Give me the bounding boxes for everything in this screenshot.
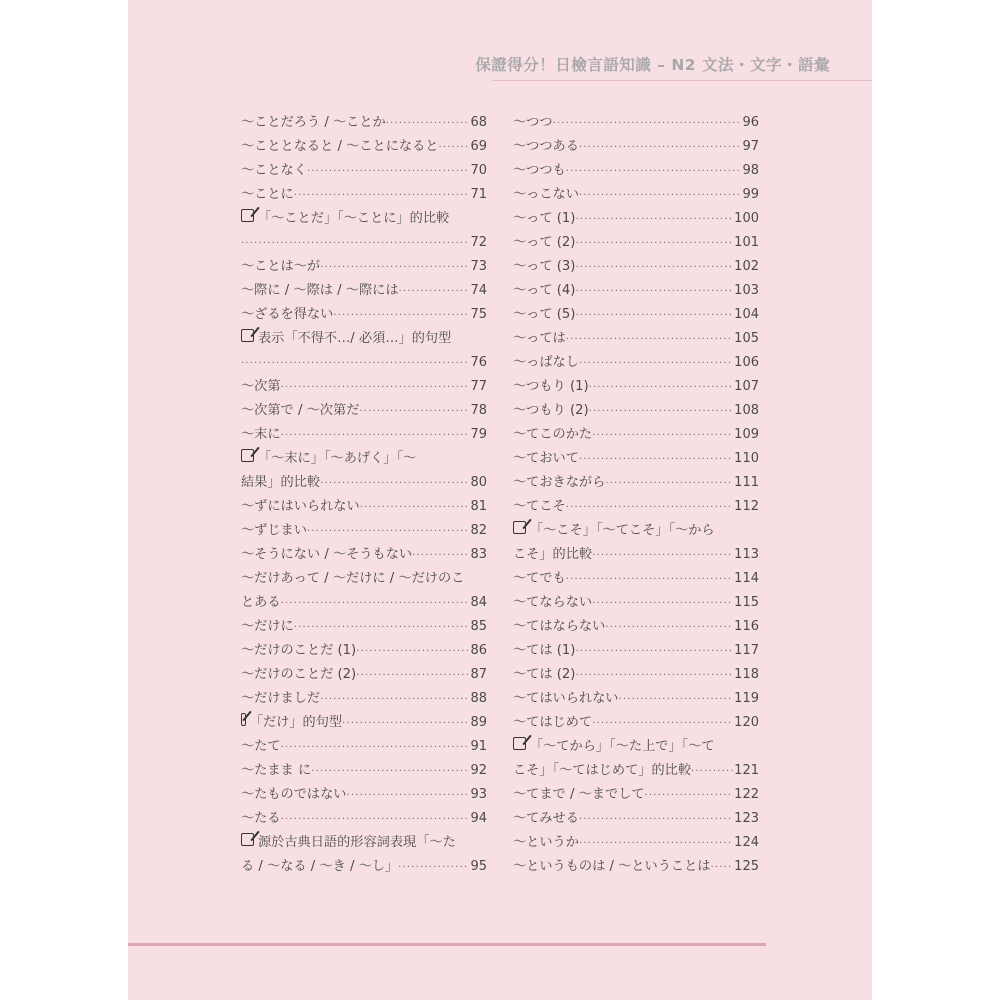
toc-page-number: 122 (734, 787, 759, 802)
toc-page-number: 78 (470, 403, 487, 418)
leader-dots (575, 640, 733, 663)
toc-page-number: 79 (470, 427, 487, 442)
toc-entry (241, 543, 487, 567)
toc-entry (241, 231, 487, 255)
toc-entry-title: ～だけのことだ (1) (241, 643, 357, 658)
leader-dots (710, 856, 733, 879)
toc-entry (241, 327, 487, 351)
toc-entry (513, 495, 759, 519)
header-divider (492, 80, 872, 81)
toc-entry (513, 687, 759, 711)
toc-entry (513, 207, 759, 231)
toc-entry-title: ～って (4) (513, 283, 576, 298)
leader-dots (386, 112, 470, 135)
toc-page-number: 81 (470, 499, 487, 514)
toc-entry (513, 303, 759, 327)
toc-page-number: 92 (470, 763, 487, 778)
toc-entry (513, 855, 759, 879)
toc-entry (241, 183, 487, 207)
toc-entry (513, 615, 759, 639)
toc-entry (241, 639, 487, 663)
toc-page-number: 89 (470, 715, 487, 730)
leader-dots (592, 424, 733, 447)
leader-dots (592, 712, 733, 735)
leader-dots (294, 184, 470, 207)
toc-entry (241, 687, 487, 711)
toc-entry (241, 711, 487, 735)
leader-dots (579, 808, 733, 831)
toc-page-number: 86 (470, 643, 487, 658)
toc-page-number: 83 (470, 547, 487, 562)
toc-page-number: 109 (734, 427, 759, 442)
toc-page-number: 117 (734, 643, 759, 658)
toc-entry-title: ～ては (1) (513, 643, 576, 658)
toc-entry-title: ～っては (513, 331, 566, 346)
note-pencil-icon (241, 329, 254, 342)
leader-dots (566, 328, 733, 351)
toc-entry-title: ～って (2) (513, 235, 576, 250)
leader-dots (645, 784, 734, 807)
toc-entry-title: ～てならない (513, 595, 593, 610)
toc-entry (513, 231, 759, 255)
toc-entry (513, 567, 759, 591)
toc-page-number: 119 (734, 691, 759, 706)
toc-page-number: 106 (734, 355, 759, 370)
toc-entry-title: ～たまま に (241, 763, 312, 778)
toc-entry-title: ～って (3) (513, 259, 576, 274)
toc-entry (513, 519, 759, 543)
leader-dots (579, 832, 733, 855)
leader-dots (281, 808, 470, 831)
toc-entry-title: ～ことに (241, 187, 294, 202)
leader-dots (575, 280, 733, 303)
toc-entry (241, 855, 487, 879)
toc-entry-title: ～って (1) (513, 211, 576, 226)
leader-dots (320, 472, 469, 495)
toc-entry-title: ～っぱなし (513, 355, 579, 370)
toc-entry (513, 399, 759, 423)
leader-dots (566, 496, 733, 519)
toc-entry-title: 「～てから」「～た上で」「～て (530, 739, 715, 754)
toc-entry (513, 663, 759, 687)
note-pencil-icon (241, 449, 254, 462)
note-pencil-icon (513, 521, 526, 534)
leader-dots (320, 256, 469, 279)
toc-entry (241, 471, 487, 495)
toc-entry-title: ～ておいて (513, 451, 579, 466)
leader-dots (281, 424, 470, 447)
leader-dots (438, 136, 469, 159)
toc-entry-title: ～てみせる (513, 811, 579, 826)
toc-column-left (241, 111, 487, 879)
toc-entry-title: ～ては (2) (513, 667, 576, 682)
toc-entry (241, 279, 487, 303)
toc-entry (513, 279, 759, 303)
toc-entry-title: ～ことだろう / ～ことか (241, 115, 386, 130)
leader-dots (579, 448, 733, 471)
toc-entry-title: ～ずじまい (241, 523, 307, 538)
note-pencil-icon (513, 737, 526, 750)
leader-dots (333, 304, 469, 327)
leader-dots (575, 232, 733, 255)
toc-page-number: 95 (470, 859, 487, 874)
toc-page-number: 88 (470, 691, 487, 706)
toc-entry-title: ～つつある (513, 139, 579, 154)
toc-entry (513, 591, 759, 615)
leader-dots (241, 232, 469, 255)
toc-entry (241, 207, 487, 231)
toc-entry (241, 423, 487, 447)
toc-entry (513, 783, 759, 807)
toc-entry-title: 結果」的比較 (241, 475, 321, 490)
toc-page-number: 72 (470, 235, 487, 250)
toc-page-number: 76 (470, 355, 487, 370)
toc-entry (513, 639, 759, 663)
toc-entry (513, 159, 759, 183)
leader-dots (589, 400, 734, 423)
toc-entry (241, 303, 487, 327)
leader-dots (398, 856, 469, 879)
toc-entry (241, 615, 487, 639)
running-header-title: 保證得分！日檢言語知識 – N2 文法・文字・語彙 (475, 56, 830, 74)
toc-entry (513, 111, 759, 135)
leader-dots (592, 544, 733, 567)
leader-dots (356, 640, 469, 663)
note-pencil-icon (241, 209, 254, 222)
toc-entry-title: こそ」的比較 (513, 547, 593, 562)
leader-dots (619, 688, 734, 711)
toc-entry-title: ～末に (241, 427, 281, 442)
leader-dots (294, 616, 470, 639)
toc-entry-title: ～てこのかた (513, 427, 593, 442)
toc-entry-title: ～てはいられない (513, 691, 619, 706)
toc-entry-title: 「だけ」的句型 (249, 715, 343, 730)
toc-entry (241, 399, 487, 423)
toc-page-number: 97 (742, 139, 759, 154)
toc-page-number: 113 (734, 547, 759, 562)
toc-entry-title: ～ことは～が (241, 259, 321, 274)
toc-entry (241, 807, 487, 831)
toc-entry-title: ～というか (513, 835, 579, 850)
toc-page-number: 75 (470, 307, 487, 322)
toc-entry (241, 783, 487, 807)
toc-page-number: 73 (470, 259, 487, 274)
toc-entry (241, 519, 487, 543)
toc-entry (513, 807, 759, 831)
toc-entry-title: ～ておきながら (513, 475, 606, 490)
leader-dots (307, 160, 470, 183)
leader-dots (579, 352, 733, 375)
toc-entry (241, 567, 487, 591)
toc-page-number: 120 (734, 715, 759, 730)
leader-dots (592, 592, 733, 615)
toc-page-number: 112 (734, 499, 759, 514)
toc-page-number: 124 (734, 835, 759, 850)
toc-page-number: 115 (734, 595, 759, 610)
toc-page-number: 100 (734, 211, 759, 226)
toc-entry-title: ～つつも (513, 163, 566, 178)
toc-page-number: 114 (734, 571, 759, 586)
toc-entry-title: ～こととなると / ～ことになると (241, 139, 439, 154)
toc-page-number: 101 (734, 235, 759, 250)
leader-dots (241, 352, 469, 375)
leader-dots (412, 544, 469, 567)
toc-entry (241, 135, 487, 159)
toc-entry (241, 111, 487, 135)
toc-page-number: 70 (470, 163, 487, 178)
toc-entry-title: ～つつ (513, 115, 553, 130)
leader-dots (360, 496, 470, 519)
footer-divider (128, 943, 766, 946)
toc-entry-title: 「～末に」「～あげく」「～ (258, 451, 417, 466)
leader-dots (311, 760, 469, 783)
toc-entry-title: ～だけましだ (241, 691, 321, 706)
toc-entry (513, 831, 759, 855)
toc-page-number: 85 (470, 619, 487, 634)
toc-entry-title: 源於古典日語的形容詞表現「～た (258, 835, 456, 850)
leader-dots (281, 736, 470, 759)
toc-entry (241, 591, 487, 615)
toc-page-number: 102 (734, 259, 759, 274)
note-pencil-icon (241, 833, 254, 846)
toc-entry-title: とある (241, 595, 281, 610)
toc-entry-title: ～たて (241, 739, 281, 754)
leader-dots (356, 664, 469, 687)
toc-entry (513, 759, 759, 783)
leader-dots (575, 256, 733, 279)
toc-entry-title: ～そうにない / ～そうもない (241, 547, 413, 562)
leader-dots (347, 784, 470, 807)
toc-entry (241, 255, 487, 279)
toc-page-number: 121 (734, 763, 759, 778)
toc-entry-title: ～てまで / ～までして (513, 787, 645, 802)
toc-entry (513, 375, 759, 399)
leader-dots (307, 520, 470, 543)
toc-entry (513, 351, 759, 375)
toc-entry-title: る / ～なる / ～き / ～し」 (241, 859, 399, 874)
toc-entry (241, 447, 487, 471)
toc-entry (513, 255, 759, 279)
toc-page-number: 91 (470, 739, 487, 754)
toc-page-number: 69 (470, 139, 487, 154)
leader-dots (342, 712, 469, 735)
toc-entry (513, 543, 759, 567)
toc-entry (241, 375, 487, 399)
toc-entry (241, 831, 487, 855)
leader-dots (579, 136, 742, 159)
toc-page-number: 80 (470, 475, 487, 490)
toc-entry (513, 135, 759, 159)
leader-dots (691, 760, 733, 783)
toc-page-number: 93 (470, 787, 487, 802)
toc-entry (513, 423, 759, 447)
toc-entry-title: ～っこない (513, 187, 579, 202)
toc-entry (241, 351, 487, 375)
toc-page-number: 111 (734, 475, 759, 490)
toc-page-number: 71 (470, 187, 487, 202)
note-pencil-icon (241, 713, 246, 726)
toc-page-number: 116 (734, 619, 759, 634)
toc-entry (513, 735, 759, 759)
leader-dots (566, 568, 733, 591)
leader-dots (589, 376, 734, 399)
leader-dots (579, 184, 742, 207)
toc-entry-title: 「～こそ」「～てこそ」「～から (530, 523, 715, 538)
toc-page-number: 108 (734, 403, 759, 418)
toc-column-right (513, 111, 759, 879)
toc-entry (241, 759, 487, 783)
toc-page-number: 74 (470, 283, 487, 298)
leader-dots (281, 376, 470, 399)
toc-entry-title: ～次第 (241, 379, 281, 394)
toc-entry-title: ～てこそ (513, 499, 566, 514)
toc-entry (513, 183, 759, 207)
leader-dots (605, 616, 733, 639)
toc-entry-title: ～てはじめて (513, 715, 593, 730)
toc-entry (241, 159, 487, 183)
toc-entry (241, 735, 487, 759)
toc-page-number: 68 (470, 115, 487, 130)
toc-page-number: 103 (734, 283, 759, 298)
leader-dots (553, 112, 742, 135)
toc-entry-title: ～たものではない (241, 787, 347, 802)
leader-dots (399, 280, 470, 303)
toc-page-number: 94 (470, 811, 487, 826)
toc-entry (513, 711, 759, 735)
toc-page-number: 104 (734, 307, 759, 322)
toc-entry-title: ～ざるを得ない (241, 307, 334, 322)
leader-dots (281, 592, 470, 615)
leader-dots (566, 160, 742, 183)
toc-entry (513, 327, 759, 351)
toc-entry (241, 663, 487, 687)
toc-page-number: 123 (734, 811, 759, 826)
toc-page-number: 118 (734, 667, 759, 682)
toc-page-number: 77 (470, 379, 487, 394)
toc-entry-title: ～てはならない (513, 619, 606, 634)
toc-entry (241, 495, 487, 519)
toc-entry (513, 447, 759, 471)
toc-entry-title: ～だけに (241, 619, 294, 634)
toc-page-number: 84 (470, 595, 487, 610)
toc-entry (513, 471, 759, 495)
toc-entry-title: ～てでも (513, 571, 566, 586)
toc-entry-title: ～ずにはいられない (241, 499, 360, 514)
toc-entry-title: ～たる (241, 811, 281, 826)
leader-dots (605, 472, 733, 495)
leader-dots (575, 208, 733, 231)
toc-entry-title: ～だけあって / ～だけに / ～だけのこ (241, 571, 465, 586)
toc-entry-title: ～際に / ～際は / ～際には (241, 283, 399, 298)
toc-entry-title: ～って (5) (513, 307, 576, 322)
toc-page-number: 98 (742, 163, 759, 178)
toc-entry-title: ～つもり (2) (513, 403, 589, 418)
toc-page-number: 110 (734, 451, 759, 466)
toc-page-number: 82 (470, 523, 487, 538)
leader-dots (359, 400, 469, 423)
toc-entry-title: ～つもり (1) (513, 379, 589, 394)
toc-entry-title: ～というものは / ～ということは (513, 859, 711, 874)
toc-entry-title: ～ことなく (241, 163, 307, 178)
leader-dots (575, 304, 733, 327)
toc-entry-title: 「～ことだ」「～ことに」的比較 (258, 211, 450, 226)
toc-page-number: 125 (734, 859, 759, 874)
toc-entry-title: ～だけのことだ (2) (241, 667, 357, 682)
toc-entry-title: こそ」「～てはじめて」的比較 (513, 763, 692, 778)
book-page (128, 0, 872, 1000)
toc-page-number: 87 (470, 667, 487, 682)
toc-page-number: 99 (742, 187, 759, 202)
toc-entry-title: ～次第で / ～次第だ (241, 403, 360, 418)
toc-entry-title: 表示「不得不…/ 必須…」的句型 (258, 331, 452, 346)
leader-dots (575, 664, 733, 687)
toc-page-number: 107 (734, 379, 759, 394)
leader-dots (320, 688, 469, 711)
toc-page-number: 105 (734, 331, 759, 346)
toc-page-number: 96 (742, 115, 759, 130)
